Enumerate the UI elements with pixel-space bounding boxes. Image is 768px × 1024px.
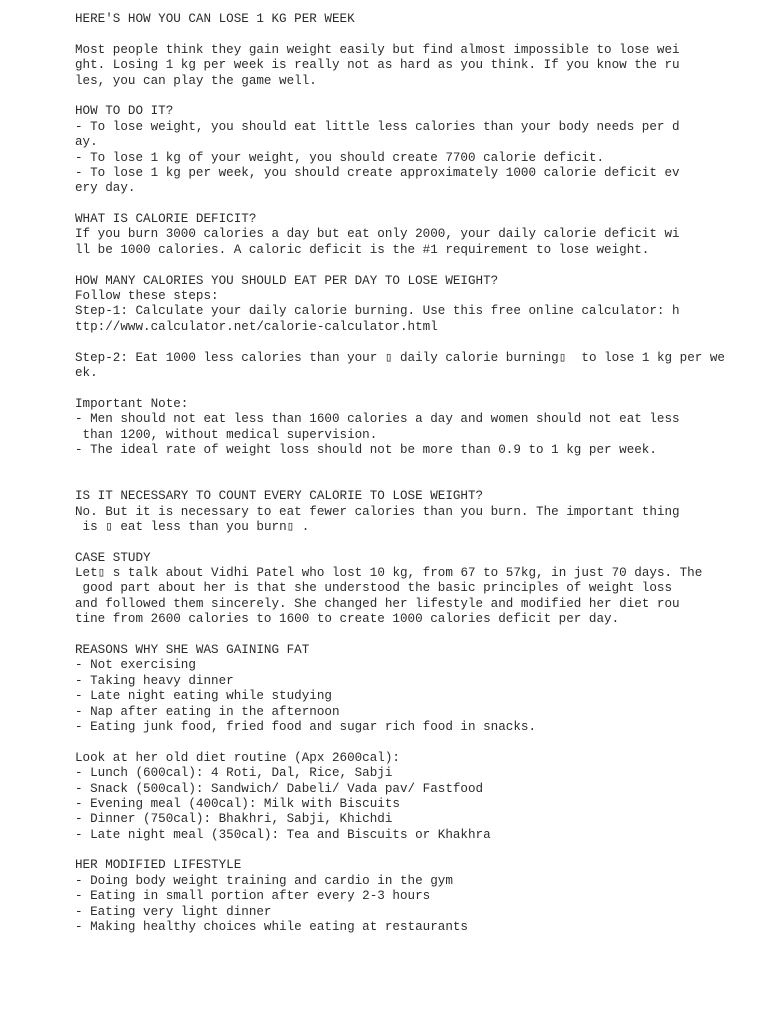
text-line: ay. [75,135,98,150]
text-line: - Nap after eating in the afternoon [75,704,340,719]
text-line: Follow these steps: [75,289,219,304]
text-line: - Eating junk food, fried food and sugar rich food in snacks. [75,719,537,734]
text-line: - Evening meal (400cal): Milk with Biscuits [75,796,400,811]
text-line: les, you can play the game well. [75,73,317,88]
text-line: REASONS WHY SHE WAS GAINING FAT [75,643,310,658]
text-line: WHAT IS CALORIE DEFICIT? [75,212,257,227]
blank-line [75,258,755,273]
text-line: No. But it is necessary to eat fewer calories than you burn. The important thing [75,504,680,519]
text-line: HOW TO DO IT? [75,104,174,119]
text-line: is ▯ eat less than you burn▯ . [75,519,310,534]
text-line: Look at her old diet routine (Apx 2600cal): [75,750,400,765]
text-line: - Eating very light dinner [75,904,272,919]
text-line: ery day. [75,181,136,196]
text-line: - Dinner (750cal): Bhakhri, Sabji, Khichdi [75,812,393,827]
text-line: - Taking heavy dinner [75,673,234,688]
text-line: tine from 2600 calories to 1600 to create 1000 calories deficit per day. [75,612,620,627]
text-line: - The ideal rate of weight loss should not be more than 0.9 to 1 kg per week. [75,442,657,457]
text-line: - Late night meal (350cal): Tea and Biscuits or Khakhra [75,827,491,842]
text-line: than 1200, without medical supervision. [75,427,378,442]
blank-line [75,458,755,473]
text-line: - Snack (500cal): Sandwich/ Dabeli/ Vada pav/ Fastfood [75,781,484,796]
text-line: Step-2: Eat 1000 less calories than your ▯ daily calorie burning▯ to lose 1 kg per we [75,350,725,365]
blank-line [75,628,755,643]
text-line: ght. Losing 1 kg per week is really not as hard as you think. If you know the ru [75,58,680,73]
text-line: - To lose 1 kg per week, you should create approximately 1000 calorie deficit ev [75,165,680,180]
blank-line [75,89,755,104]
text-line: Step-1: Calculate your daily calorie burning. Use this free online calculator: h [75,304,680,319]
document-body [75,12,755,935]
blank-line [75,474,755,489]
blank-line [75,535,755,550]
text-line: - Doing body weight training and cardio in the gym [75,873,453,888]
text-line: and followed them sincerely. She changed her lifestyle and modified her diet rou [75,596,680,611]
blank-line [75,381,755,396]
text-line: ek. [75,365,98,380]
text-line: - To lose 1 kg of your weight, you should create 7700 calorie deficit. [75,150,605,165]
text-line: Most people think they gain weight easily but find almost impossible to lose wei [75,42,680,57]
text-line: Let▯ s talk about Vidhi Patel who lost 10 kg, from 67 to 57kg, in just 70 days. The [75,566,703,581]
text-line: Important Note: [75,396,189,411]
blank-line [75,843,755,858]
text-line: - Lunch (600cal): 4 Roti, Dal, Rice, Sabji [75,766,393,781]
text-line: CASE STUDY [75,550,151,565]
text-line: - To lose weight, you should eat little less calories than your body needs per d [75,119,680,134]
text-line: - Not exercising [75,658,196,673]
text-line: good part about her is that she understood the basic principles of weight loss [75,581,673,596]
text-line: IS IT NECESSARY TO COUNT EVERY CALORIE TO LOSE WEIGHT? [75,489,484,504]
blank-line [75,335,755,350]
blank-line [75,197,755,212]
blank-line [75,27,755,42]
text-line: ttp://www.calculator.net/calorie-calculator.html [75,319,438,334]
text-line: HOW MANY CALORIES YOU SHOULD EAT PER DAY TO LOSE WEIGHT? [75,273,499,288]
text-line: HERE'S HOW YOU CAN LOSE 1 KG PER WEEK [75,12,355,26]
text-line: - Late night eating while studying [75,689,332,704]
text-line: ll be 1000 calories. A caloric deficit is the #1 requirement to lose weight. [75,242,650,257]
text-line: - Eating in small portion after every 2-3 hours [75,889,431,904]
blank-line [75,735,755,750]
text-line: If you burn 3000 calories a day but eat only 2000, your daily calorie deficit wi [75,227,680,242]
text-line: - Making healthy choices while eating at restaurants [75,920,468,935]
text-line: HER MODIFIED LIFESTYLE [75,858,242,873]
text-line: - Men should not eat less than 1600 calories a day and women should not eat less [75,412,680,427]
